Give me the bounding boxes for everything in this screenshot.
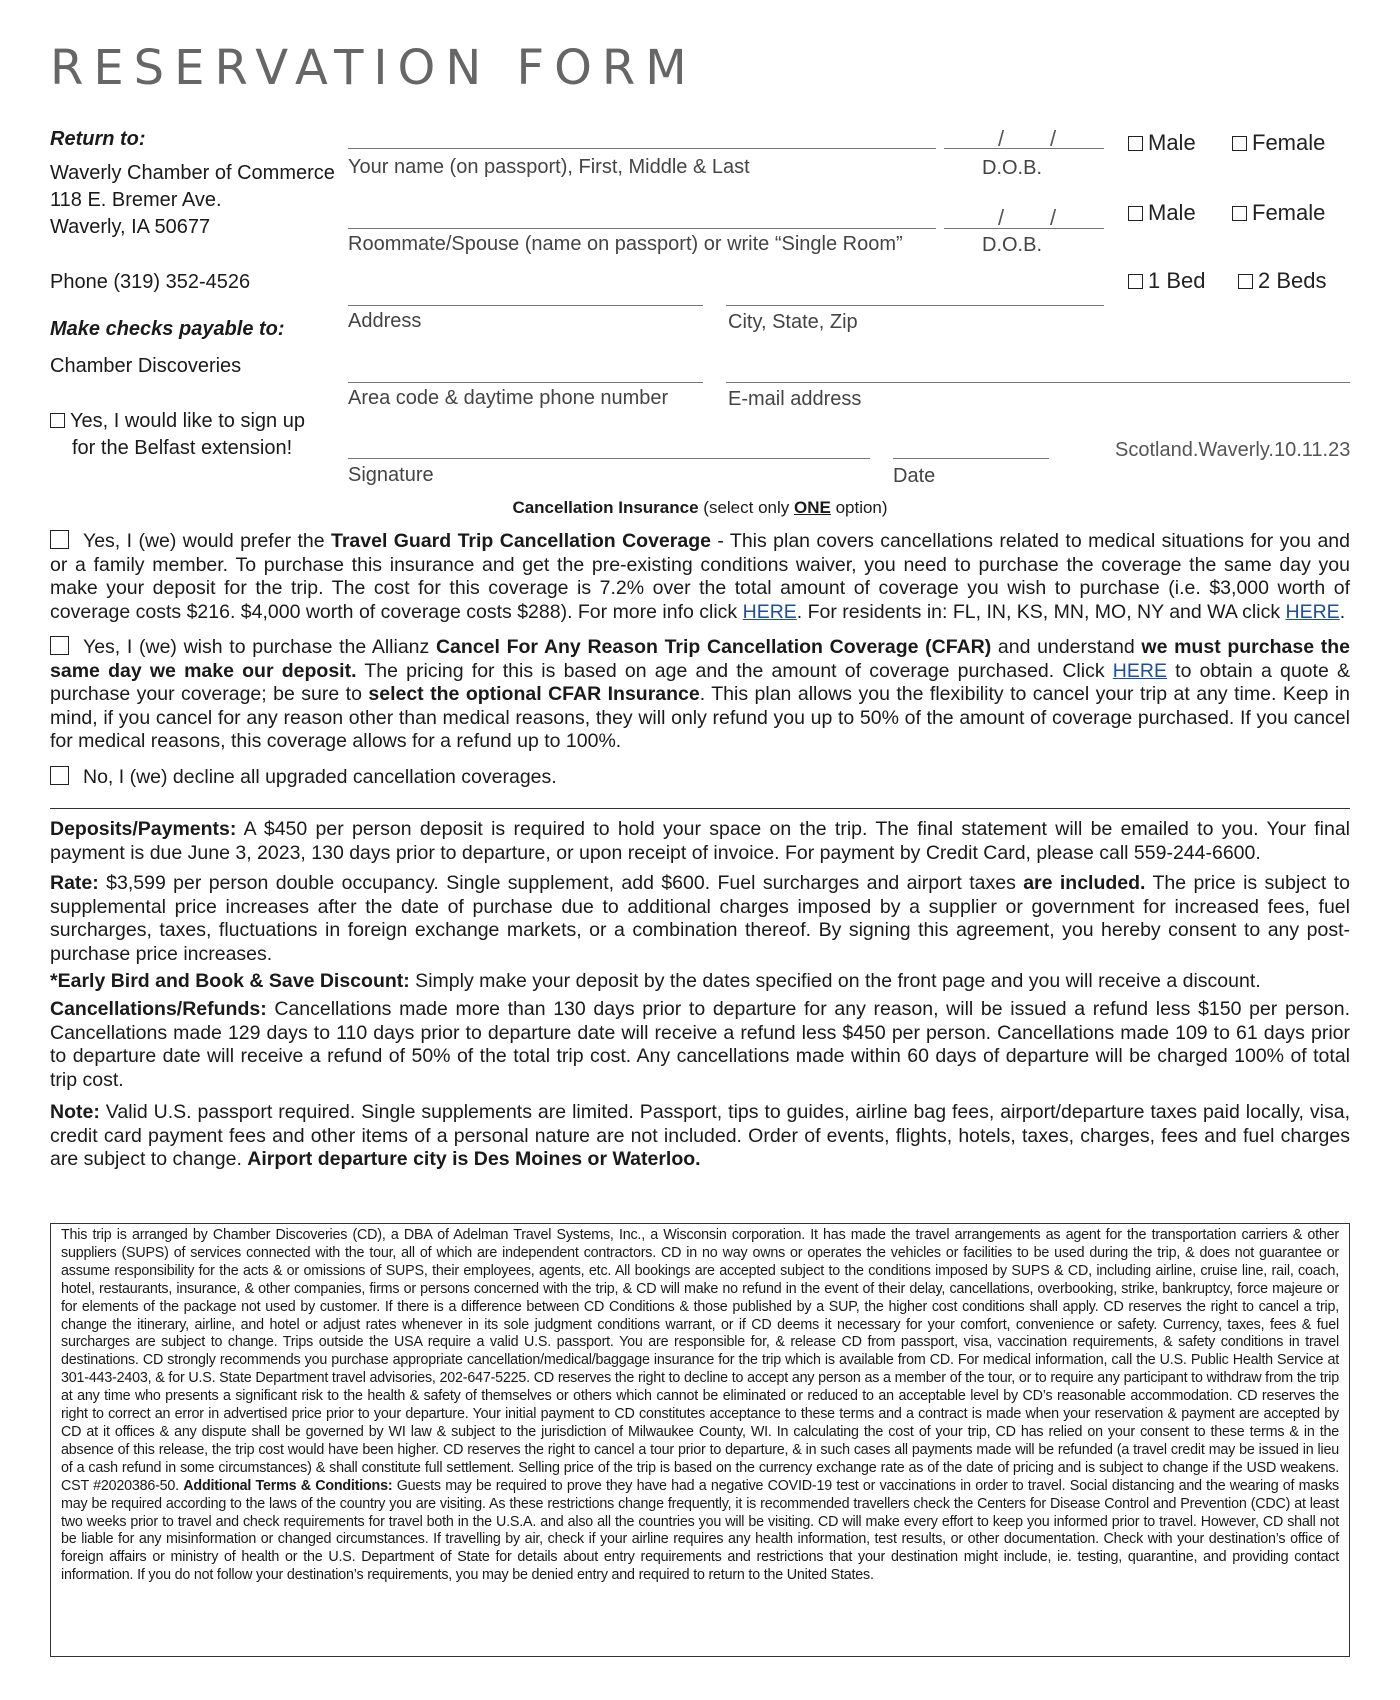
org-street: 118 E. Bremer Ave. — [50, 189, 222, 211]
opt1-text: . For residents in: FL, IN, KS, MN, MO, NY and WA click — [796, 600, 1286, 623]
roommate-label: Roommate/Spouse (name on passport) or write “Single Room” — [348, 233, 903, 255]
belfast-extension-option[interactable] — [50, 408, 305, 462]
note-label: Note: — [50, 1101, 100, 1123]
opt2-text: Yes, I (we) wish to purchase the Allianz — [83, 636, 436, 658]
dob-line-1[interactable] — [944, 148, 1104, 149]
dob-slash: / — [1050, 126, 1057, 151]
roommate-line[interactable] — [348, 228, 936, 229]
opt2-bold: Cancel For Any Reason Trip Cancellation Coverage (CFAR) — [435, 636, 992, 658]
female-label: Female — [1252, 130, 1326, 155]
dob-label: D.O.B. — [982, 157, 1043, 179]
city-line[interactable] — [726, 305, 1104, 306]
deposits-label: Deposits/Payments: — [50, 818, 237, 840]
insurance-option-decline[interactable] — [50, 766, 1350, 790]
cancellations-section — [50, 998, 1350, 1092]
early-bird-label: *Early Bird and Book & Save Discount: — [50, 970, 410, 992]
belfast-line2: for the Belfast extension! — [72, 437, 293, 459]
opt1-text: - This plan covers cancellations related to medical situations for you and or a family member. To purchase this insurance and get the pre-existing conditions waiver, you need to purchase the coverage the same day you make your deposit for the trip. The cost for this coverage is 7.2% over the total amount of coverage you wish to purchase (i.e. $3,000 worth of coverage costs $216. $4,000 worth of coverage costs $288). For more info click — [50, 530, 1350, 623]
insurance-option-cfar[interactable] — [50, 636, 1350, 754]
insurance-title-bold: Cancellation Insurance — [512, 498, 699, 517]
deposits-section — [50, 818, 1350, 865]
checks-payable-label: Make checks payable to: — [50, 318, 285, 340]
male-option-2[interactable] — [1128, 200, 1196, 226]
cancellations-label: Cancellations/Refunds: — [50, 998, 267, 1020]
name-label: Your name (on passport), First, Middle & Last — [348, 156, 750, 178]
terms-text: Guests may be required to prove they have had a negative COVID-19 test or vaccinations in order to travel. Social distancing and the wearing of masks may be required according to the laws of the country you are visiting. As these restrictions change frequently, it is recommended travellers check the Centers for Disease Control and Prevention (CDC) at least two weeks prior to travel and check requirements for travel both in the U.S.A. and also all the countries you will be visiting. CD will make every effort to keep you informed prior to travel. However, CD shall not be liable for any misinformation or changed circumstances. If travelling by air, check if your airline requires any health information, test results, or other documentation. Check with your destination’s office of foreign affairs or ministry of health or the U.S. Department of State for details about entry requirements and restrictions that your destination might include, ie. testing, quarantine, and providing contact information. If you do not follow your destination’s requirements, you may be denied entry and required to return to the United States. — [61, 1477, 1339, 1584]
opt2-text: to obtain a quote & purchase your coverage; be sure to — [50, 659, 1350, 705]
insurance-title-text: (select only — [698, 498, 794, 517]
one-bed-option[interactable] — [1128, 268, 1206, 294]
rate-text: $3,599 per person double occupancy. Single supplement, add $600. Fuel surcharges and airport taxes — [98, 872, 1024, 894]
name-line[interactable] — [348, 148, 936, 149]
dob-slash: / — [1050, 205, 1057, 230]
checkbox[interactable] — [1232, 206, 1247, 221]
cfar-checkbox[interactable] — [50, 636, 69, 655]
opt2-bold: we must purchase the same day we make our deposit. — [50, 636, 1350, 682]
signature-line[interactable] — [348, 458, 870, 459]
cfar-quote-link[interactable]: HERE — [1112, 659, 1167, 682]
travel-guard-info-link[interactable]: HERE — [742, 600, 797, 623]
checkbox[interactable] — [1128, 136, 1143, 151]
date-label: Date — [893, 465, 936, 487]
early-bird-text: Simply make your deposit by the dates specified on the front page and you will receive a discount. — [409, 970, 1261, 992]
rate-text: The price is subject to supplemental price increases after the date of purchase due to additional charges imposed by a supplier or government for increased fees, fuel surcharges, taxes, fluctuations in foreign exchange markets, or a combination thereof. By signing this agreement, you hereby consent to any post-purchase price increases. — [50, 872, 1350, 965]
address-line[interactable] — [348, 305, 703, 306]
phone-line[interactable] — [348, 382, 703, 383]
male-label: Male — [1148, 200, 1196, 225]
deposits-text: A $450 per person deposit is required to hold your space on the trip. The final statement will be emailed to you. Your final payment is due June 3, 2023, 130 days prior to departure, or upon receipt of invoice. For payment by Credit Card, please call 559-244-6600. — [50, 818, 1350, 864]
travel-guard-residents-link[interactable]: HERE — [1285, 600, 1340, 623]
female-option-2[interactable] — [1232, 200, 1325, 226]
early-bird-section — [50, 970, 1350, 994]
return-to-label: Return to: — [50, 128, 146, 150]
dob-slash: / — [998, 205, 1005, 230]
cancellations-text: Cancellations made more than 130 days prior to departure for any reason, will be issued a refund less $150 per person. Cancellations made 129 days to 110 days prior to departure date will receive a refund less $450 per person. Cancellations made 109 to 61 days prior to departure date will receive a refund of 50% of the total trip cost. Any cancellations made within 60 days of departure will be charged 100% of total trip cost. — [50, 998, 1350, 1091]
opt1-text: Yes, I (we) would prefer the — [83, 530, 331, 552]
date-line[interactable] — [893, 458, 1049, 459]
decline-checkbox[interactable] — [50, 766, 69, 785]
two-beds-label: 2 Beds — [1258, 268, 1327, 293]
opt2-bold: select the optional CFAR Insurance — [368, 683, 700, 705]
two-beds-option[interactable] — [1238, 268, 1327, 294]
opt2-text: and understand — [991, 636, 1142, 658]
email-line[interactable] — [726, 382, 1350, 383]
one-bed-label: 1 Bed — [1148, 268, 1206, 293]
note-text: Valid U.S. passport required. Single supplements are limited. Passport, tips to guides, airline bag fees, airport/departure taxes paid locally, visa, credit card payment fees and other items of a personal nature are not included. Order of events, flights, hotels, taxes, charges, fees and fuel charges are subject to change. — [50, 1101, 1350, 1170]
note-bold: Airport departure city is Des Moines or Waterloo. — [247, 1148, 701, 1170]
insurance-option-travel-guard[interactable] — [50, 530, 1350, 624]
trip-code: Scotland.Waverly.10.11.23 — [1115, 439, 1351, 461]
org-name: Waverly Chamber of Commerce — [50, 162, 335, 184]
insurance-title — [0, 498, 1400, 518]
terms-text: This trip is arranged by Chamber Discoveries (CD), a DBA of Adelman Travel Systems, Inc., a Wisconsin corporation. It has made the travel arrangements as agent for the transportation carriers & other suppliers (SUPS) of services connected with the tour, all of which are independent contractors. CD in no way owns or operates the vehicles or facilities to be used during the trip, & does not guarantee or assume responsibility for the acts & or omissions of SUPS, their employees, agents, etc. All bookings are accepted subject to the conditions imposed by SUPS & CD, including airline, cruise line, rail, coach, hotel, restaurants, insurance, & other companies, firms or persons concerned with the trip, & CD will make no refund in the event of their delay, cancellations, overbooking, strike, bankruptcy, force majeure or for elements of the package not used by customer. If there is a difference between CD Conditions & those published by a SUP, the higher cost conditions shall apply. CD reserves the right to cancel a trip, change the itinerary, airline, and hotel or adjust rates whenever in its sole judgment conditions warrant, or if CD deems it necessary for your comfort, convenience or safety. Currency, taxes, fees & fuel surcharges are subject to change. Trips outside the USA require a valid U.S. passport. You are responsible for, & release CD from passport, visa, vaccination requirements, & safety conditions in travel destinations. CD strongly recommends you purchase appropriate cancellation/medical/baggage insurance for the trip which is available from CD. For medical information, call the U.S. Public Health Service at 301-443-2403, & for U.S. State Department travel advisories, 202-647-5225. CD reserves the right to decline to accept any person as a member of the tour, or to require any participant to withdraw from the trip at any time who presents a significant risk to the health & safety of themselves or others which cannot be eliminated or reduced to an acceptable level by CD’s reasonable accommodation. CD reserves the right to correct an error in advertised price prior to your departure. Your initial payment to CD constitutes acceptance to these terms and a contract is made when your reservation & payment are accepted by CD at it offices & any dispute shall be governed by WI law & subject to the jurisdiction of Milwaukee County, WI. In calculating the cost of your trip, CD has relied on your consent to these terms & in the absence of this release, the trip cost would have been higher. CD reserves the right to cancel a tour prior to departure, & in such cases all payments made will be refunded (a travel credit may be issued in lieu of a cash refund in some circumstances) & shall constitute full settlement. Selling price of the trip is based on the currency exchange rate as of the date of pricing and is subject to change if the USD weakens. CST #2020386-50. — [61, 1227, 1339, 1494]
checkbox[interactable] — [1238, 274, 1253, 289]
dob-slash: / — [998, 126, 1005, 151]
terms-bold: Additional Terms & Conditions: — [183, 1477, 393, 1494]
male-option-1[interactable] — [1128, 130, 1196, 156]
female-option-1[interactable] — [1232, 130, 1325, 156]
insurance-title-one: ONE — [794, 498, 831, 517]
opt3-text: No, I (we) decline all upgraded cancellation coverages. — [83, 766, 557, 788]
checkbox[interactable] — [1128, 274, 1143, 289]
city-state-zip-label: City, State, Zip — [728, 311, 858, 333]
belfast-line1: Yes, I would like to sign up — [70, 410, 305, 432]
female-label: Female — [1252, 200, 1326, 225]
email-label: E-mail address — [728, 388, 862, 410]
note-section — [50, 1101, 1350, 1172]
rate-bold: are included. — [1023, 872, 1146, 894]
dob-line-2[interactable] — [944, 228, 1104, 229]
dob-label-2: D.O.B. — [982, 234, 1043, 256]
payee-name: Chamber Discoveries — [50, 355, 242, 377]
section-divider — [50, 808, 1350, 809]
travel-guard-checkbox[interactable] — [50, 530, 69, 549]
signature-label: Signature — [348, 464, 434, 486]
page-title: RESERVATION FORM — [50, 40, 697, 96]
insurance-title-text: option) — [830, 498, 888, 517]
phone-label: Area code & daytime phone number — [348, 387, 669, 409]
org-phone: Phone (319) 352-4526 — [50, 271, 251, 293]
opt2-text: . This plan allows you the flexibility to cancel your trip at any time. Keep in mind, if you cancel for any reason other than medical reasons, they will only refund you up to 50% of the amount of coverage purchased. If you cancel for medical reasons, this coverage allows for a refund up to 100%. — [50, 683, 1350, 752]
address-label: Address — [348, 310, 422, 332]
rate-label: Rate: — [50, 872, 99, 894]
checkbox[interactable] — [1232, 136, 1247, 151]
org-city: Waverly, IA 50677 — [50, 216, 211, 238]
belfast-checkbox[interactable] — [50, 413, 65, 428]
opt2-text: The pricing for this is based on age and the amount of coverage purchased. Click — [356, 659, 1113, 682]
checkbox[interactable] — [1128, 206, 1143, 221]
rate-section — [50, 872, 1350, 966]
terms-box — [50, 1223, 1350, 1657]
opt1-bold: Travel Guard Trip Cancellation Coverage — [330, 530, 711, 552]
opt1-text: . — [1339, 600, 1346, 623]
male-label: Male — [1148, 130, 1196, 155]
